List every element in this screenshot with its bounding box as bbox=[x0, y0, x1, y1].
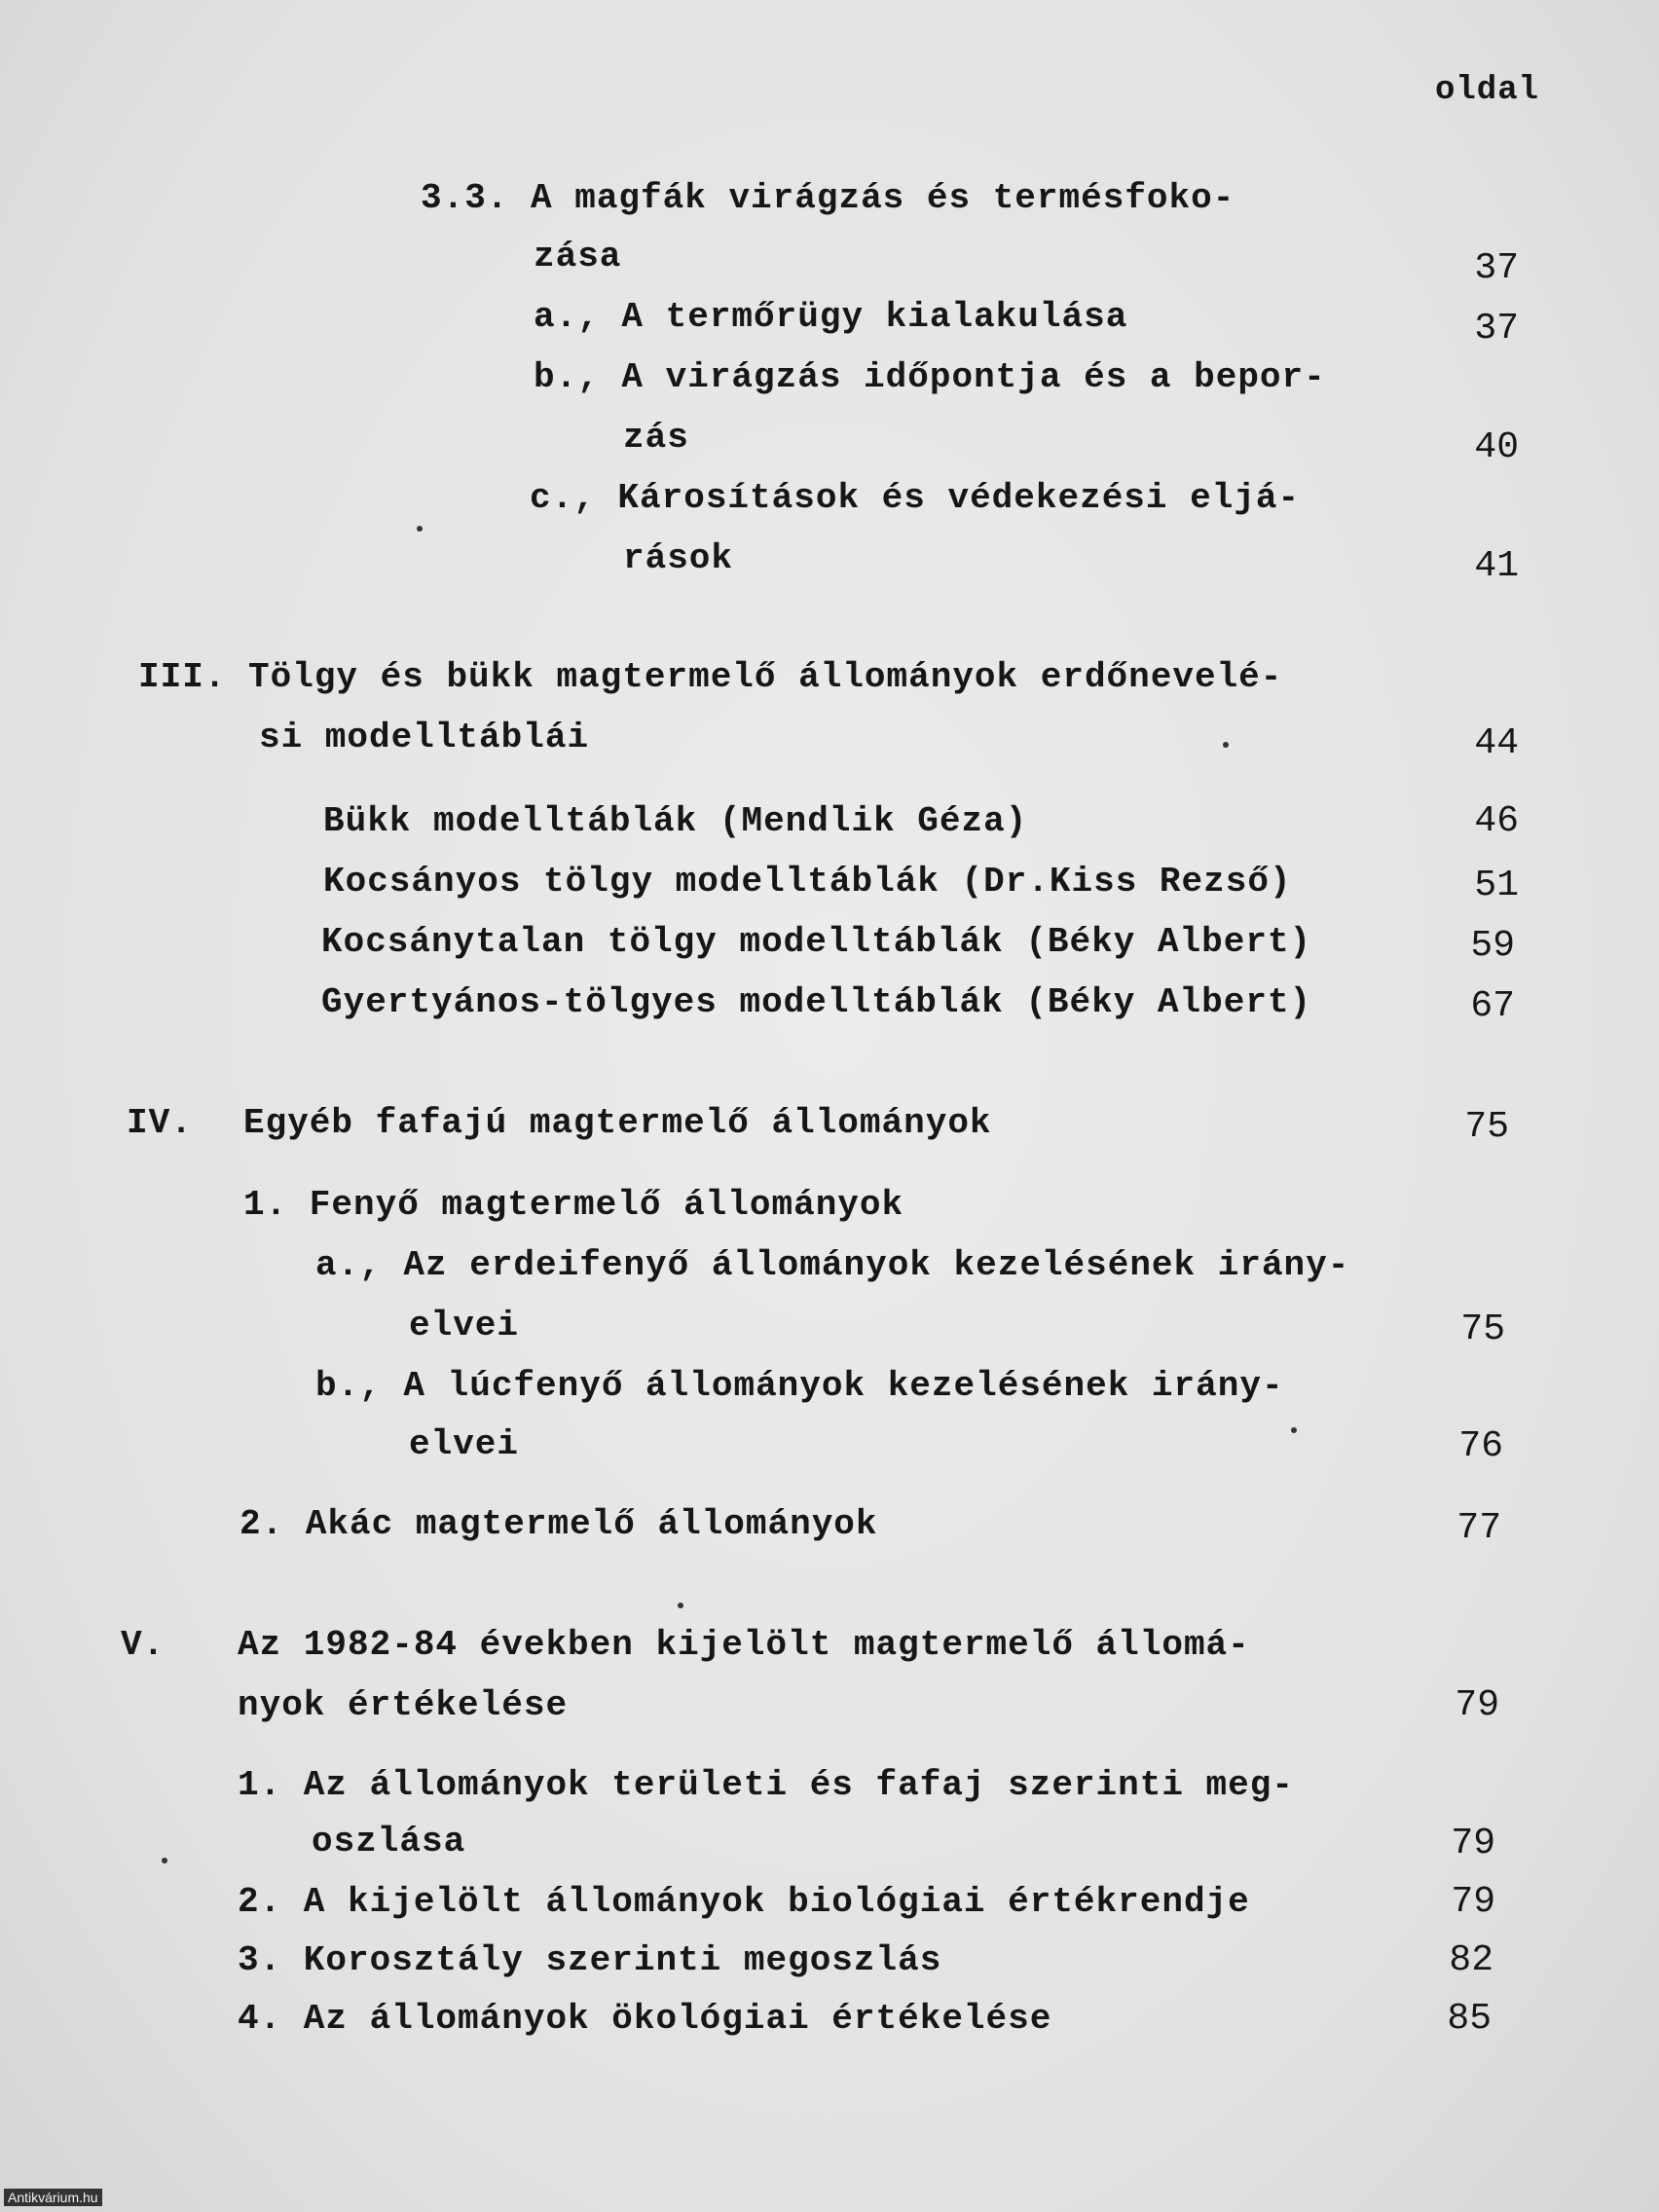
toc-entry-text: a., Az erdeifenyő állományok kezelésének irány- bbox=[315, 1245, 1350, 1285]
toc-entry-text: 1. Az állományok területi és fafaj szerinti meg- bbox=[238, 1765, 1294, 1805]
toc-entry-text: 3.3. A magfák virágzás és termésfoko- bbox=[421, 178, 1235, 218]
toc-section-heading: III. Tölgy és bükk magtermelő állományok erdőnevelé- bbox=[138, 657, 1283, 697]
toc-page-number: 79 bbox=[1451, 1823, 1495, 1864]
toc-page-number: 79 bbox=[1455, 1684, 1499, 1726]
toc-entry-text: Kocsánytalan tölgy modelltáblák (Béky Albert) bbox=[321, 922, 1312, 962]
paper-speck bbox=[678, 1603, 683, 1608]
toc-page-number: 51 bbox=[1474, 865, 1519, 906]
toc-entry-text: elvei bbox=[409, 1424, 520, 1464]
toc-section-heading: Az 1982-84 években kijelölt magtermelő állomá- bbox=[238, 1625, 1250, 1665]
toc-entry-text: nyok értékelése bbox=[238, 1685, 569, 1725]
toc-entry-text: a., A termőrügy kialakulása bbox=[534, 297, 1128, 337]
toc-entry-text: 2. Akác magtermelő állományok bbox=[240, 1504, 878, 1544]
toc-entry-text: Bükk modelltáblák (Mendlik Géza) bbox=[323, 801, 1028, 841]
toc-page-number: 76 bbox=[1458, 1425, 1503, 1467]
toc-entry-text: c., Károsítások és védekezési eljá- bbox=[530, 478, 1301, 518]
paper-speck bbox=[1291, 1427, 1297, 1433]
toc-entry-text: si modelltáblái bbox=[259, 718, 590, 757]
toc-page-number: 37 bbox=[1474, 247, 1519, 289]
toc-section-numeral: V. bbox=[121, 1625, 166, 1665]
watermark: Antikvárium.hu bbox=[4, 2189, 102, 2206]
paper-speck bbox=[417, 526, 423, 532]
toc-page-number: 41 bbox=[1474, 545, 1519, 587]
page-column-header: oldal bbox=[1435, 72, 1540, 109]
toc-page-number: 37 bbox=[1474, 308, 1519, 350]
toc-entry-text: rások bbox=[623, 538, 734, 578]
toc-page-number: 67 bbox=[1470, 985, 1515, 1027]
toc-entry-text: oszlása bbox=[312, 1822, 466, 1862]
toc-entry-text: b., A lúcfenyő állományok kezelésének irány- bbox=[315, 1366, 1284, 1406]
paper-speck bbox=[162, 1858, 167, 1863]
paper-speck bbox=[1223, 742, 1229, 748]
toc-page-number: 77 bbox=[1456, 1507, 1501, 1549]
toc-entry-text: zás bbox=[623, 418, 689, 458]
toc-page-number: 46 bbox=[1474, 800, 1519, 842]
toc-entry-text: 2. A kijelölt állományok biológiai értékrendje bbox=[238, 1882, 1250, 1922]
toc-entry-text: b., A virágzás időpontja és a bepor- bbox=[534, 357, 1326, 397]
toc-entry-text: 1. Fenyő magtermelő állományok bbox=[243, 1185, 904, 1225]
toc-page-number: 82 bbox=[1449, 1939, 1493, 1981]
toc-page-number: 44 bbox=[1474, 722, 1519, 764]
toc-page-number: 59 bbox=[1470, 925, 1515, 967]
toc-entry-text: Gyertyános-tölgyes modelltáblák (Béky Albert) bbox=[321, 982, 1312, 1022]
toc-page-number: 79 bbox=[1451, 1881, 1495, 1923]
toc-section-heading: Egyéb fafajú magtermelő állományok bbox=[243, 1103, 992, 1143]
toc-entry-text: 4. Az állományok ökológiai értékelése bbox=[238, 1999, 1052, 2039]
toc-entry-text: zása bbox=[534, 237, 622, 276]
toc-entry-text: Kocsányos tölgy modelltáblák (Dr.Kiss Rezső) bbox=[323, 862, 1292, 902]
toc-section-numeral: IV. bbox=[127, 1103, 193, 1143]
toc-entry-text: 3. Korosztály szerinti megoszlás bbox=[238, 1940, 942, 1980]
toc-page-number: 40 bbox=[1474, 426, 1519, 468]
toc-page-number: 75 bbox=[1464, 1106, 1509, 1148]
toc-page-number: 85 bbox=[1447, 1998, 1492, 2040]
toc-entry-text: elvei bbox=[409, 1306, 520, 1346]
toc-page-number: 75 bbox=[1460, 1309, 1505, 1350]
